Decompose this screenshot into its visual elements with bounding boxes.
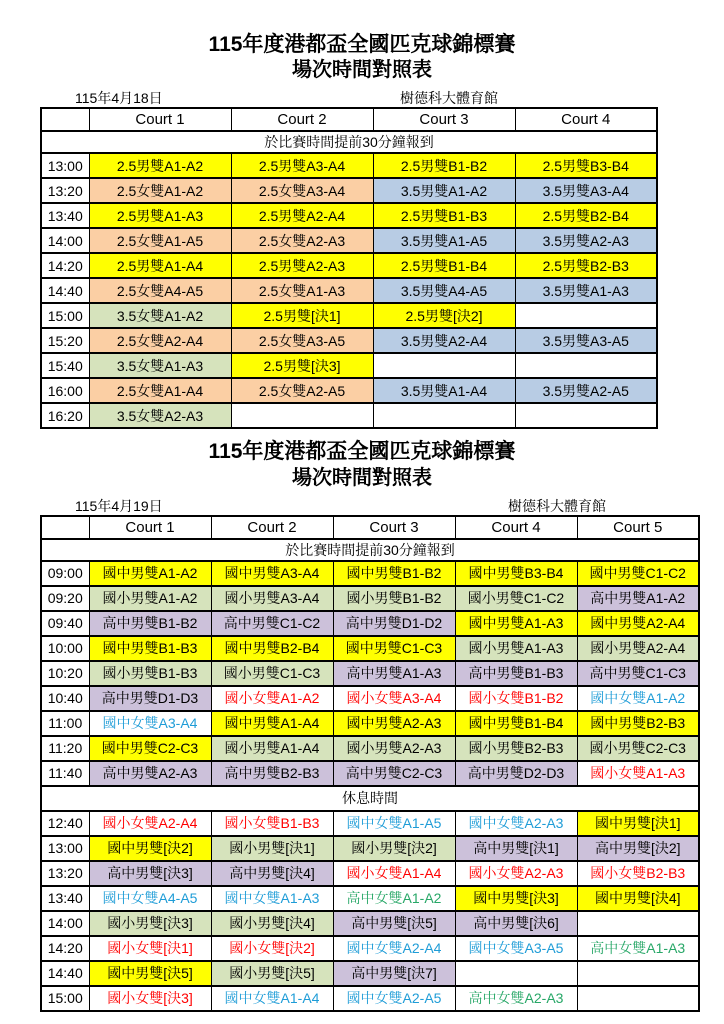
match-cell: 3.5男雙A1-A2 [373,178,515,203]
match-cell: 國小女雙[決3] [89,986,211,1011]
match-cell: 國小女雙A1-A4 [333,861,455,886]
match-cell [515,403,657,428]
match-cell: 3.5男雙A2-A4 [373,328,515,353]
time-cell: 13:00 [41,153,89,178]
court-header: Court 2 [231,108,373,131]
corner-cell [41,108,89,131]
time-cell: 09:20 [41,586,89,611]
time-cell: 13:20 [41,861,89,886]
match-cell: 國小女雙A2-A4 [89,811,211,836]
time-cell: 15:00 [41,986,89,1011]
match-cell: 高中男雙A2-A3 [89,761,211,786]
time-cell: 14:20 [41,253,89,278]
checkin-note: 於比賽時間提前30分鐘報到 [41,131,657,153]
table-row [41,836,699,861]
time-cell: 11:20 [41,736,89,761]
match-cell: 國中女雙A3-A4 [89,711,211,736]
event-day1-section [0,32,724,429]
venue-name: 樹德科大體育館 [400,90,498,107]
match-cell: 國小女雙A2-A3 [455,861,577,886]
table-row [41,861,699,886]
match-cell: 3.5男雙A2-A3 [515,228,657,253]
match-cell: 高中男雙D1-D3 [89,686,211,711]
time-cell: 15:00 [41,303,89,328]
match-cell: 2.5男雙[決3] [231,353,373,378]
match-cell: 國小男雙[決2] [333,836,455,861]
match-cell: 國中男雙B1-B3 [89,636,211,661]
match-cell: 國中男雙[決4] [577,886,699,911]
court-header: Court 3 [373,108,515,131]
match-cell [577,986,699,1011]
table-row [41,686,699,711]
match-cell: 2.5女雙A2-A3 [231,228,373,253]
table-row [41,661,699,686]
match-cell: 國小男雙[決5] [211,961,333,986]
match-cell: 2.5女雙A1-A2 [89,178,231,203]
corner-cell [41,516,89,539]
match-cell: 國中女雙A2-A5 [333,986,455,1011]
match-cell: 高中男雙[決1] [455,836,577,861]
match-cell: 國小女雙B2-B3 [577,861,699,886]
match-cell: 國小男雙[決4] [211,911,333,936]
match-cell: 2.5男雙B2-B3 [515,253,657,278]
match-cell [515,353,657,378]
match-cell: 國小男雙[決1] [211,836,333,861]
time-cell: 13:40 [41,886,89,911]
event-day2-section [0,439,724,1011]
match-cell: 2.5男雙A3-A4 [231,153,373,178]
match-cell: 國小男雙[決3] [89,911,211,936]
schedule-table-day2 [40,515,700,1012]
table-row [41,611,699,636]
table-row [41,961,699,986]
match-cell: 國中男雙A1-A3 [455,611,577,636]
match-cell: 高中男雙[決6] [455,911,577,936]
time-cell: 10:40 [41,686,89,711]
match-cell: 國小男雙A2-A4 [577,636,699,661]
schedule-subtitle: 場次時間對照表 [292,466,432,489]
match-cell: 國中女雙A1-A2 [577,686,699,711]
match-cell: 國小女雙B1-B3 [211,811,333,836]
meta-row [0,87,724,107]
match-cell: 國中男雙A1-A2 [89,561,211,586]
match-cell: 2.5男雙B1-B2 [373,153,515,178]
time-cell: 13:20 [41,178,89,203]
venue-name: 樹德科大體育館 [508,497,606,514]
match-cell: 國中男雙[決5] [89,961,211,986]
match-cell: 3.5男雙A1-A5 [373,228,515,253]
match-cell: 2.5男雙A1-A2 [89,153,231,178]
match-cell: 國中男雙B1-B4 [455,711,577,736]
match-cell: 3.5男雙A3-A4 [515,178,657,203]
match-cell: 高中女雙A1-A3 [577,936,699,961]
match-cell: 國小男雙A2-A3 [333,736,455,761]
match-cell: 高中男雙A1-A3 [333,661,455,686]
time-cell: 16:00 [41,378,89,403]
match-cell: 國中女雙A3-A5 [455,936,577,961]
time-cell: 14:00 [41,228,89,253]
match-cell: 3.5男雙A4-A5 [373,278,515,303]
table-row [41,736,699,761]
match-cell: 國小女雙A1-A3 [577,761,699,786]
time-cell: 16:20 [41,403,89,428]
match-cell: 3.5女雙A2-A3 [89,403,231,428]
match-cell: 國小男雙B2-B3 [455,736,577,761]
match-cell: 國小男雙A1-A3 [455,636,577,661]
time-cell: 13:00 [41,836,89,861]
time-cell: 11:40 [41,761,89,786]
table-row [41,378,657,403]
table-row [41,636,699,661]
match-cell: 國中男雙A3-A4 [211,561,333,586]
court-header: Court 4 [455,516,577,539]
match-cell: 3.5男雙A3-A5 [515,328,657,353]
match-cell: 2.5女雙A4-A5 [89,278,231,303]
match-cell: 2.5女雙A2-A5 [231,378,373,403]
match-cell: 3.5女雙A1-A3 [89,353,231,378]
match-cell: 國中男雙A2-A3 [333,711,455,736]
match-cell: 國中女雙A1-A3 [211,886,333,911]
match-cell: 2.5女雙A3-A5 [231,328,373,353]
table-row [41,228,657,253]
time-cell: 14:00 [41,911,89,936]
match-cell: 高中男雙D1-D2 [333,611,455,636]
match-cell: 2.5女雙A1-A5 [89,228,231,253]
table-row [41,786,699,811]
match-cell: 高中男雙D2-D3 [455,761,577,786]
match-cell: 國中女雙A1-A5 [333,811,455,836]
court-header: Court 1 [89,516,211,539]
time-cell: 13:40 [41,203,89,228]
time-cell: 11:00 [41,711,89,736]
table-row [41,711,699,736]
match-cell: 國中男雙B2-B4 [211,636,333,661]
schedule-subtitle: 場次時間對照表 [292,59,432,82]
match-cell: 高中女雙A2-A3 [455,986,577,1011]
match-cell [577,911,699,936]
match-cell: 國中男雙B1-B2 [333,561,455,586]
time-cell: 12:40 [41,811,89,836]
match-cell [373,403,515,428]
table-row [41,986,699,1011]
match-cell: 國小男雙B1-B2 [333,586,455,611]
match-cell: 高中男雙[決5] [333,911,455,936]
match-cell: 2.5男雙B2-B4 [515,203,657,228]
match-cell: 國小男雙C2-C3 [577,736,699,761]
checkin-note: 於比賽時間提前30分鐘報到 [41,539,699,561]
match-cell: 高中女雙A1-A2 [333,886,455,911]
match-cell: 國中女雙A1-A4 [211,986,333,1011]
table-row [41,403,657,428]
time-cell: 14:40 [41,961,89,986]
table-row [41,561,699,586]
time-cell: 14:40 [41,278,89,303]
match-cell: 2.5男雙[決2] [373,303,515,328]
time-cell: 15:20 [41,328,89,353]
court-header: Court 2 [211,516,333,539]
match-cell: 高中男雙[決7] [333,961,455,986]
match-cell: 2.5女雙A2-A4 [89,328,231,353]
match-cell: 2.5女雙A3-A4 [231,178,373,203]
time-cell: 10:20 [41,661,89,686]
match-cell: 國中女雙A4-A5 [89,886,211,911]
match-cell: 國中男雙A2-A4 [577,611,699,636]
match-cell: 3.5男雙A2-A5 [515,378,657,403]
match-cell: 國中女雙A2-A4 [333,936,455,961]
match-cell: 高中男雙[決4] [211,861,333,886]
match-cell: 國小女雙B1-B2 [455,686,577,711]
table-row [41,178,657,203]
match-cell [231,403,373,428]
match-cell: 國中男雙C1-C3 [333,636,455,661]
match-cell: 2.5男雙A2-A4 [231,203,373,228]
match-cell: 高中男雙[決2] [577,836,699,861]
match-cell [373,353,515,378]
match-cell: 高中男雙A1-A2 [577,586,699,611]
match-cell: 國小女雙A1-A2 [211,686,333,711]
time-cell: 15:40 [41,353,89,378]
match-cell: 國中男雙[決3] [455,886,577,911]
match-cell: 高中男雙B1-B2 [89,611,211,636]
table-row [41,811,699,836]
match-cell: 2.5男雙B1-B4 [373,253,515,278]
match-cell: 高中男雙C1-C2 [211,611,333,636]
match-cell: 國小男雙A1-A2 [89,586,211,611]
match-cell [577,961,699,986]
table-row [41,936,699,961]
match-cell: 3.5男雙A1-A3 [515,278,657,303]
court-header: Court 1 [89,108,231,131]
match-cell: 高中男雙B1-B3 [455,661,577,686]
match-cell: 2.5女雙A1-A4 [89,378,231,403]
court-header: Court 3 [333,516,455,539]
match-cell: 2.5女雙A1-A3 [231,278,373,303]
match-cell: 國中男雙B2-B3 [577,711,699,736]
match-cell: 2.5男雙A1-A3 [89,203,231,228]
table-row [41,586,699,611]
table-row [41,278,657,303]
match-cell: 國小男雙C1-C2 [455,586,577,611]
time-cell: 09:00 [41,561,89,586]
match-cell: 國小女雙[決1] [89,936,211,961]
match-cell: 3.5女雙A1-A2 [89,303,231,328]
match-cell [515,303,657,328]
match-cell: 國小男雙A1-A4 [211,736,333,761]
match-cell: 2.5男雙[決1] [231,303,373,328]
time-cell: 09:40 [41,611,89,636]
table-row [41,153,657,178]
table-row [41,886,699,911]
match-cell: 國中男雙B3-B4 [455,561,577,586]
match-cell: 國小女雙[決2] [211,936,333,961]
match-cell: 高中男雙[決3] [89,861,211,886]
match-cell: 國中男雙C2-C3 [89,736,211,761]
table-row [41,328,657,353]
match-cell: 國中女雙A2-A3 [455,811,577,836]
match-cell: 高中男雙C1-C3 [577,661,699,686]
match-cell: 2.5男雙A1-A4 [89,253,231,278]
event-date: 115年4月18日 [75,90,163,107]
match-cell: 國中男雙C1-C2 [577,561,699,586]
match-cell: 2.5男雙A2-A3 [231,253,373,278]
tournament-title: 115年度港都盃全國匹克球錦標賽 [208,440,516,464]
court-header: Court 4 [515,108,657,131]
table-row [41,353,657,378]
table-row [41,911,699,936]
time-cell: 14:20 [41,936,89,961]
table-row [41,761,699,786]
time-cell: 10:00 [41,636,89,661]
match-cell: 國小男雙B1-B3 [89,661,211,686]
table-row [41,203,657,228]
match-cell: 2.5男雙B3-B4 [515,153,657,178]
meta-row [0,495,724,515]
match-cell: 國中男雙A1-A4 [211,711,333,736]
table-row [41,303,657,328]
match-cell: 國中男雙[決2] [89,836,211,861]
court-header: Court 5 [577,516,699,539]
match-cell: 國中男雙[決1] [577,811,699,836]
match-cell: 國小男雙C1-C3 [211,661,333,686]
table-row [41,253,657,278]
rest-row: 休息時間 [41,786,699,811]
tournament-title: 115年度港都盃全國匹克球錦標賽 [208,33,516,56]
event-date: 115年4月19日 [75,497,163,514]
match-cell: 2.5男雙B1-B3 [373,203,515,228]
match-cell [455,961,577,986]
match-cell: 高中男雙C2-C3 [333,761,455,786]
match-cell: 3.5男雙A1-A4 [373,378,515,403]
schedule-table-day1 [40,107,658,429]
match-cell: 國小男雙A3-A4 [211,586,333,611]
match-cell: 高中男雙B2-B3 [211,761,333,786]
match-cell: 國小女雙A3-A4 [333,686,455,711]
